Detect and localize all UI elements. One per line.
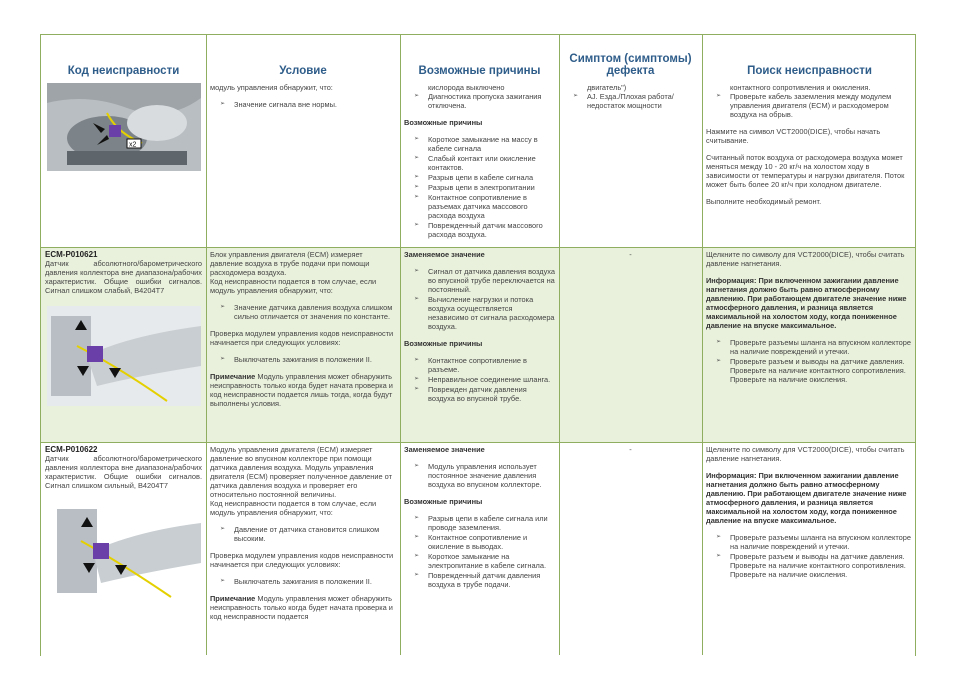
condition-text: Блок управления двигателя (ECM) измеряет давление воздуха в трубе подачи при помощи расходомера воздуха. — [210, 250, 370, 277]
list-item: ➢ Выключатель зажигания в положении II. — [210, 577, 396, 586]
causes-text: кислорода выключено — [428, 83, 505, 92]
note — [210, 372, 396, 408]
list-item: ➢ Контактное сопротивление в разъеме. — [404, 356, 555, 374]
engine-photo — [47, 83, 201, 171]
sensor-photo — [47, 306, 201, 406]
causes-list — [404, 135, 555, 239]
fault-code: ECM-P010622 — [45, 445, 98, 454]
symptom-text: - — [629, 250, 632, 259]
symptom-text: двигатель") — [587, 83, 627, 92]
list-item: ➢ Поврежденный датчик массового расхода воздуха. — [404, 221, 555, 239]
list-item: ➢ Разрыв цепи в электропитании — [404, 183, 555, 192]
condition-text: Код неисправности подается в том случае, если модуль управления обнаружит, что: — [210, 499, 377, 517]
causes-heading: Возможные причины — [404, 118, 483, 127]
list-item: ➢ Проверьте разъемы шланга на впускном коллекторе на наличие повреждений и утечки. — [706, 338, 913, 356]
row2-search-cell — [702, 248, 917, 442]
header-code: Код неисправности — [67, 65, 180, 77]
condition-text: Модуль управления двигателя (ECM) измеряет давление во впускном коллекторе при помощи датчика давления воздуха. Модуль управления двигателя (ECM) проверяет полученное давление от датчика давления воздуха и проверяет его относительно постоянной величины. — [210, 445, 392, 499]
condition-text: Проверка модулем управления кодов неисправности начинается при следующих условиях: — [210, 551, 394, 569]
search-text: контактного сопротивления и окисления. — [730, 83, 871, 92]
row1-condition-cell — [206, 81, 400, 247]
row1-code-cell — [41, 81, 206, 247]
list-item: ➢ Проверьте разъем и выводы на датчике давления. Проверьте на наличие контактного сопротивления. Проверьте на наличие окисления. — [706, 552, 913, 579]
list-item: ➢ Короткое замыкание на массу в кабеле сигнала — [404, 135, 555, 153]
table-row — [41, 81, 915, 247]
fault-code: ECM-P010621 — [45, 250, 98, 259]
search-paragraph: Выполните необходимый ремонт. — [706, 197, 822, 206]
causes-heading: Заменяемое значение — [404, 250, 485, 259]
info-label: Информация: — [706, 471, 757, 480]
header-condition: Условие — [279, 65, 327, 77]
row3-condition-cell — [206, 443, 400, 657]
row2-code-cell — [41, 248, 206, 442]
table-row — [41, 443, 915, 657]
note-label: Примечание — [210, 372, 256, 381]
list-item: ➢ AJ. Езда./Плохая работа/недостаток мощности — [563, 92, 698, 110]
note-text: Модуль управления может обнаружить неисправность только когда будет начата проверка и код неисправности подается лишь тогда, когда будут выполнены условия. — [210, 372, 393, 408]
header-search: Поиск неисправности — [747, 65, 872, 77]
causes-heading: Заменяемое значение — [404, 445, 485, 454]
search-paragraph: Нажмите на символ VCT2000(DICE), чтобы начать считывание. — [706, 127, 881, 145]
list-item: ➢ Контактное сопротивление и окисление в выводах. — [404, 533, 555, 551]
symptom-text: - — [629, 445, 632, 454]
causes-heading: Возможные причины — [404, 497, 483, 506]
list-item: ➢ Вычисление нагрузки и потока воздуха осуществляется независимо от сигнала расходомера воздуха. — [404, 295, 555, 331]
row2-symptom-cell — [559, 248, 702, 442]
fault-code-table — [40, 34, 916, 656]
list-item: ➢ Слабый контакт или окисление контактов. — [404, 154, 555, 172]
note — [210, 594, 396, 621]
search-paragraph: Щелкните по символу для VCT2000(DICE), чтобы считать давление нагнетания. — [706, 250, 905, 268]
list-item: ➢ Короткое замыкание на электропитание в кабеле сигнала. — [404, 552, 555, 570]
list-item: ➢ Разрыв цепи в кабеле сигнала или проводе заземления. — [404, 514, 555, 532]
note-label: Примечание — [210, 594, 256, 603]
search-paragraph: Щелкните по символу для VCT2000(DICE), чтобы считать давление нагнетания. — [706, 445, 905, 463]
list-item: ➢ Давление от датчика становится слишком высоким. — [210, 525, 396, 543]
info-text: При включенном зажигании давление нагнетания должно быть равно атмосферному давлению. При работающем двигателе значение ниже атмосферного давления, и разница является максимальной на холостом ходу, когда пониженное давление на впуске максимальное. — [706, 471, 907, 525]
condition-text: модуль управления обнаружит, что: — [210, 83, 333, 92]
list-item: ➢ Диагностика пропуска зажигания отключена. — [404, 92, 555, 110]
header-symptom: Симптом (симптомы) дефекта — [569, 53, 692, 77]
table-row — [41, 247, 915, 443]
list-item: ➢ Контактное сопротивление в разъемах датчика массового расхода воздуха — [404, 193, 555, 220]
causes-heading: Возможные причины — [404, 339, 483, 348]
list-item: ➢ Поврежденный датчик давления воздуха в трубе подачи. — [404, 571, 555, 589]
column-divider — [702, 35, 703, 655]
sensor-photo — [47, 501, 201, 601]
list-item: ➢ Сигнал от датчика давления воздуха во впускной трубе переключается на постоянный. — [404, 267, 555, 294]
fault-description: Датчик абсолютного/барометрического давления коллектора вне диапазона/рабочих характеристик. Общие ошибки сигналов. Сигнал слишком слабый, B4204T7 — [45, 259, 202, 295]
row2-causes-cell — [400, 248, 559, 442]
column-divider — [559, 35, 560, 655]
info-label: Информация: — [706, 276, 757, 285]
row2-condition-cell — [206, 248, 400, 442]
row3-symptom-cell — [559, 443, 702, 657]
list-item: ➢ Значение сигнала вне нормы. — [210, 100, 396, 109]
row3-code-cell — [41, 443, 206, 657]
column-divider — [206, 35, 207, 655]
list-item: ➢ Неправильное соединение шланга. — [404, 375, 555, 384]
list-item: ➢ Выключатель зажигания в положении II. — [210, 355, 396, 364]
note-text: Модуль управления может обнаружить неисправность только когда будет начата проверка и код неисправности подается — [210, 594, 393, 621]
row3-causes-cell — [400, 443, 559, 657]
header-causes: Возможные причины — [418, 65, 541, 77]
list-item: ➢ Значение датчика давления воздуха слишком сильно отличается от значения по константе. — [210, 303, 396, 321]
search-paragraph: Считанный поток воздуха от расходомера воздуха может меняться между 10 - 20 кг/ч на холостом ходу в зависимости от температуры и нагрузки двигателя. Поток может быть более 20 кг/ч при холодном двигателе. — [706, 153, 905, 189]
list-item: ➢ Проверьте разъемы шланга на впускном коллекторе на наличие повреждений и утечки. — [706, 533, 913, 551]
image-callout: x2 — [129, 141, 137, 149]
info-block — [706, 471, 913, 525]
info-text: При включенном зажигании давление нагнетания должно быть равно атмосферному давлению. При работающем двигателе значение ниже атмосферного давления, и разница является максимальной на холостом ходу, когда пониженное давление на впуске максимальное. — [706, 276, 907, 330]
list-item: ➢ Проверьте разъем и выводы на датчике давления. Проверьте на наличие контактного сопротивления. Проверьте на наличие окисления. — [706, 357, 913, 384]
list-item: ➢ Проверьте кабель заземления между модулем управления двигателя (ECM) и расходомером воздуха на обрыв. — [706, 92, 913, 119]
fault-description: Датчик абсолютного/барометрического давления коллектора вне диапазона/рабочих характеристик. Общие ошибки сигналов. Сигнал слишком сильный, B4204T7 — [45, 454, 202, 490]
column-divider — [400, 35, 401, 655]
table-header — [41, 35, 915, 82]
condition-text: Код неисправности подается в том случае, если модуль управления обнаружит, что: — [210, 277, 377, 295]
info-block — [706, 276, 913, 330]
row1-symptom-cell — [559, 81, 702, 247]
row1-causes-cell — [400, 81, 559, 247]
row3-search-cell — [702, 443, 917, 657]
condition-text: Проверка модулем управления кодов неисправности начинается при следующих условиях: — [210, 329, 394, 347]
list-item: ➢ Разрыв цепи в кабеле сигнала — [404, 173, 555, 182]
row1-search-cell — [702, 81, 917, 247]
list-item: ➢ Модуль управления использует постоянное значение давления воздуха во впускном коллекторе. — [404, 462, 555, 489]
list-item: ➢ Поврежден датчик давления воздуха во впускной трубе. — [404, 385, 555, 403]
